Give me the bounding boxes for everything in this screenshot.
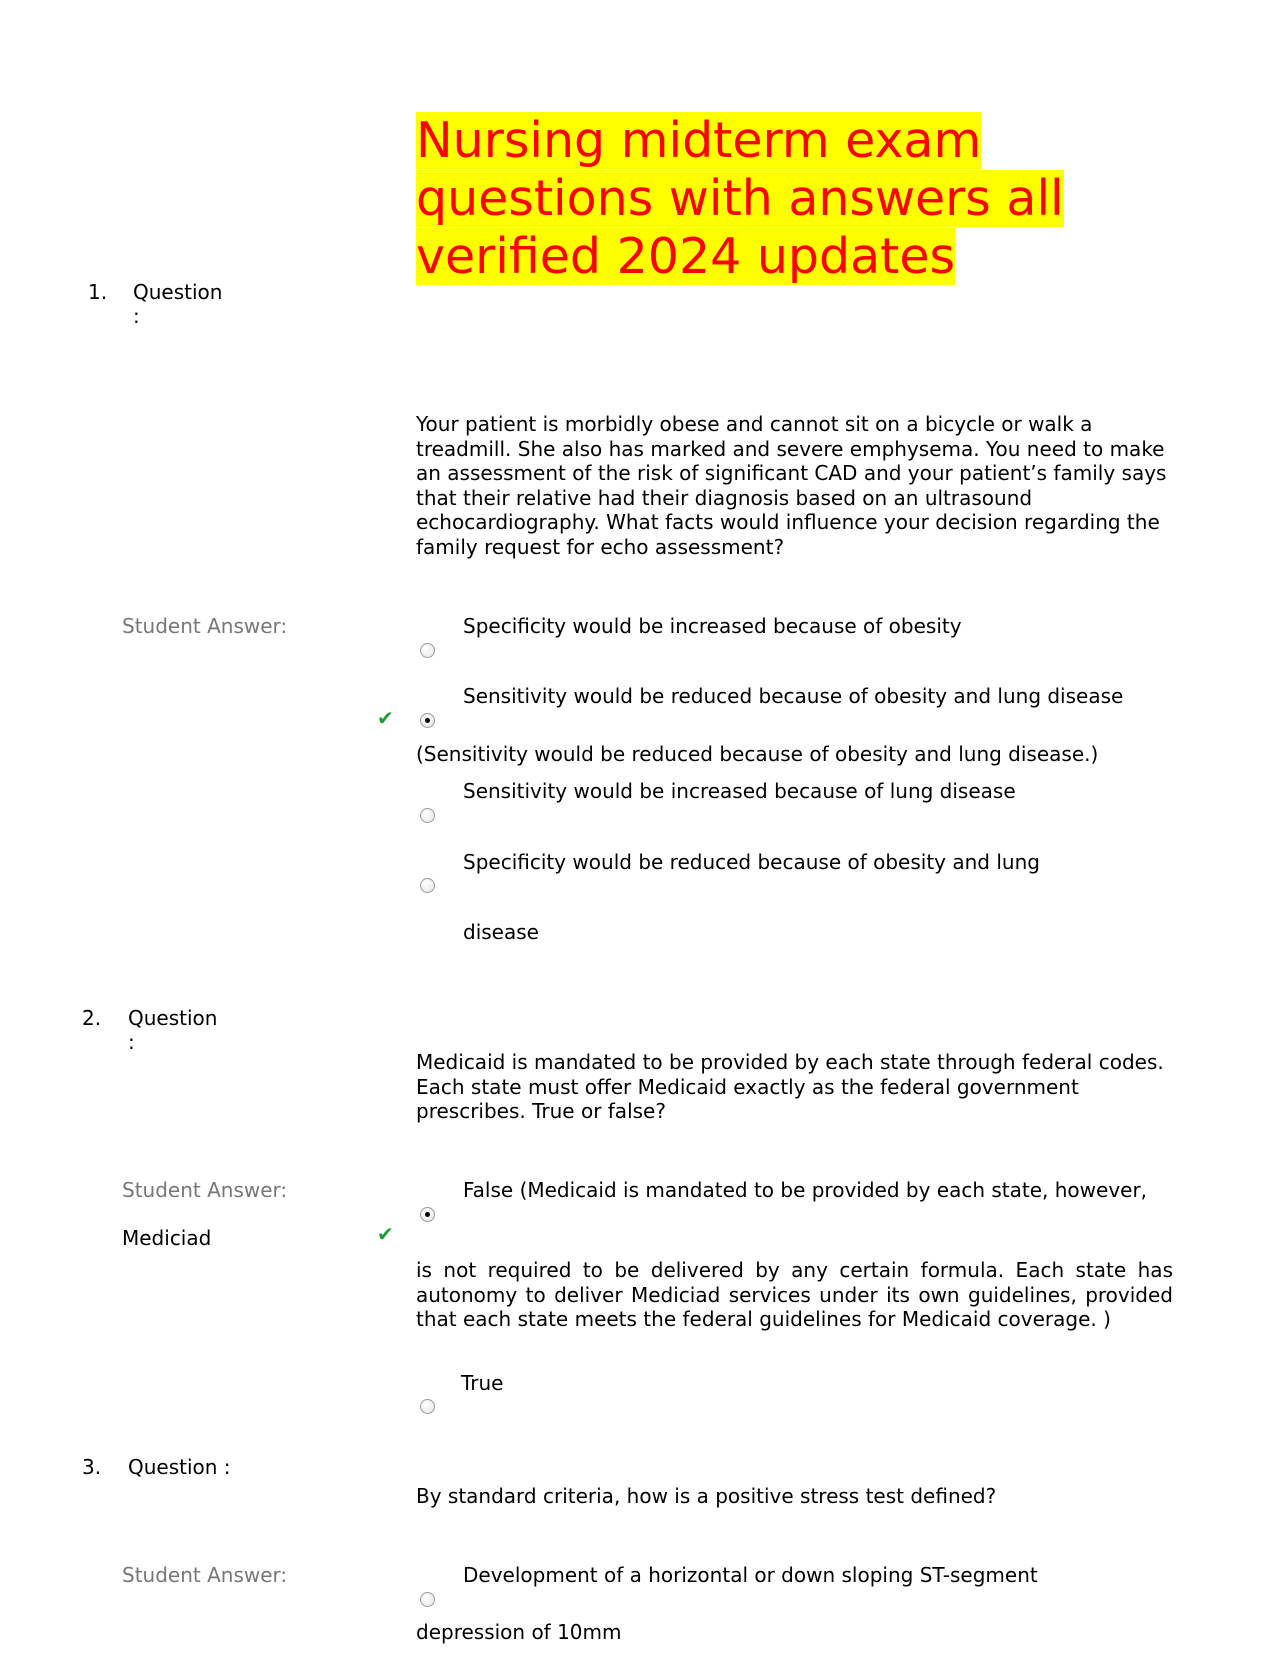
question-3-option-1-continuation: depression of 10mm (416, 1620, 622, 1644)
question-1-label-colon: : (133, 304, 140, 328)
question-1-stem: Your patient is morbidly obese and cannot sit on a bicycle or walk a treadmill. She also has marked and severe emphysema. You need to make an assessment of the risk of significant CAD and your patient’s family says that their relative had their diagnosis based on an ultrasound echocardiography. What facts would influence your decision regarding the family request for echo assessment? (416, 412, 1167, 559)
question-2-side-note: Mediciad (122, 1226, 212, 1250)
question-3-label: Question : (128, 1455, 231, 1479)
question-1-option-3-text: Sensitivity would be increased because of lung disease (463, 779, 1016, 803)
question-1-option-4-radio[interactable] (420, 878, 435, 893)
title-line-2: questions with answers all (416, 170, 1064, 227)
question-1-option-2-text: Sensitivity would be reduced because of obesity and lung disease (463, 684, 1124, 708)
question-1-option-3-radio[interactable] (420, 808, 435, 823)
question-1-label: Question (133, 280, 223, 304)
question-2-option-1-radio[interactable] (420, 1207, 435, 1222)
correct-check-icon: ✔ (377, 706, 394, 730)
question-3-option-1-radio[interactable] (420, 1592, 435, 1607)
question-2-student-answer-label: Student Answer: (122, 1178, 288, 1202)
question-2-label-colon: : (128, 1030, 135, 1054)
question-1-option-2-radio[interactable] (420, 713, 435, 728)
question-1-number: 1. (88, 280, 108, 304)
title-line-1: Nursing midterm exam (416, 112, 982, 169)
question-1-option-1-radio[interactable] (420, 643, 435, 658)
question-3-student-answer-label: Student Answer: (122, 1563, 288, 1587)
question-2-option-2-radio[interactable] (420, 1399, 435, 1414)
question-2-option-1-text: False (Medicaid is mandated to be provided by each state, however, (463, 1178, 1148, 1202)
question-2-option-2-text: True (461, 1371, 504, 1395)
question-2-label: Question (128, 1006, 218, 1030)
question-3-stem: By standard criteria, how is a positive stress test defined? (416, 1484, 997, 1508)
question-2-stem: Medicaid is mandated to be provided by each state through federal codes. Each state must offer Medicaid exactly as the federal government prescribes. True or false? (416, 1050, 1164, 1123)
question-1-feedback: (Sensitivity would be reduced because of obesity and lung disease.) (416, 742, 1099, 766)
question-1-student-answer-label: Student Answer: (122, 614, 288, 638)
correct-check-icon: ✔ (377, 1222, 394, 1246)
question-1-option-1-text: Specificity would be increased because of obesity (463, 614, 962, 638)
document-title (416, 112, 1096, 286)
question-1-option-4-text: Specificity would be reduced because of obesity and lung (463, 850, 1040, 874)
question-3-option-1-text: Development of a horizontal or down sloping ST-segment (463, 1563, 1038, 1587)
question-2-option-1-continuation: is not required to be delivered by any certain formula. Each state has autonomy to deliver Mediciad services under its own guidelines, provided that each state meets the federal guidelines for Medicaid coverage. ) (416, 1258, 1173, 1331)
question-3-number: 3. (82, 1455, 102, 1479)
title-line-3: verified 2024 updates (416, 228, 956, 285)
question-2-number: 2. (82, 1006, 102, 1030)
question-1-option-4-continuation: disease (463, 920, 539, 944)
